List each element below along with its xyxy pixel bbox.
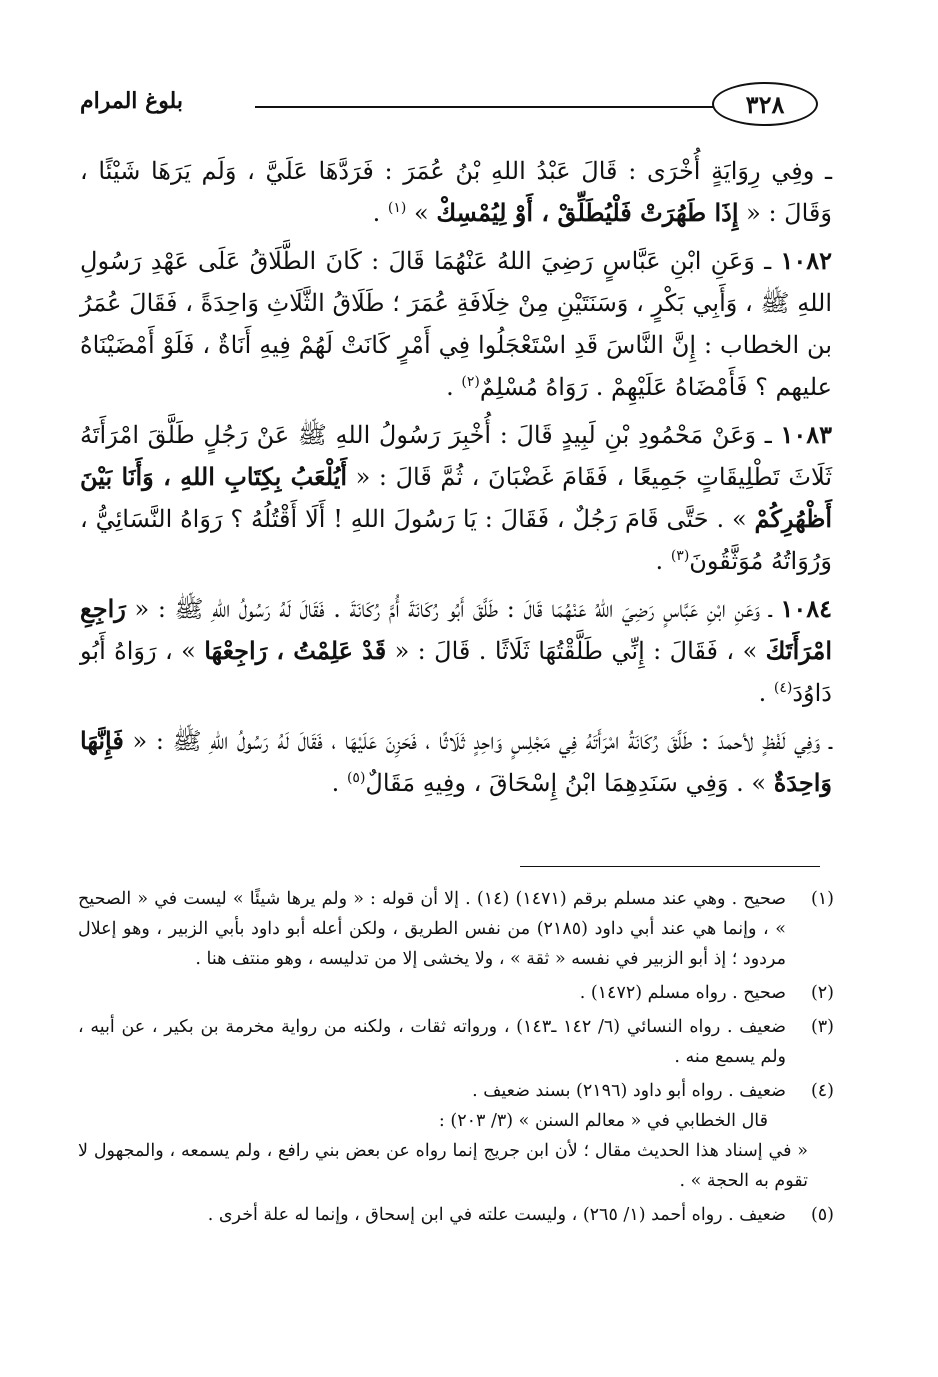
footnote-2 — [78, 978, 834, 1008]
hadith-number: ١٠٨٢ — [780, 246, 832, 275]
footnote-text: صحيح . رواه مسلم (١٤٧٢) . — [579, 983, 786, 1003]
hadith-1082: ١٠٨٢ ـ وَعَنِ ابْنِ عَبَّاسٍ رَضِيَ اللهُ عَنْهُمَا قَالَ : كَانَ الطَّلَاقُ عَلَى عَهْدِ رَسُولِ اللهِ ﷺ ، وَأَبِي بَكْرٍ ، وَسَنَتَيْنِ مِنْ خِلَافَةِ عُمَرَ ؛ طَلَاقُ الثَّلَاثِ وَاحِدَةً ، فَقَالَ عُمَرُ بن الخطاب : إِنَّ النَّاسَ قَدِ اسْتَعْجَلُوا فِي أَمْرٍ كَانَتْ لَهُمْ فِيهِ أَنَاةٌ ، فَلَوْ أَمْضَيْنَاهُ عليهم ؟ فَأَمْضَاهُ عَلَيْهِمْ . رَوَاهُ مُسْلِمٌ$^{(٢)}$ . — [80, 246, 832, 401]
footnote-4 — [78, 1076, 834, 1196]
footnote-ref: (١) — [387, 200, 407, 216]
footnote-ref: (٣) — [670, 548, 690, 564]
paragraph-narration: ـ وفِي رِوَايَةٍ أُخْرَى : قَالَ عَبْدُ اللهِ بْنُ عُمَرَ : فَرَدَّهَا عَلَيَّ ، وَلَم يَرَهَا شَيْئًا ، وَقَالَ : « إِذَا طَهُرَتْ فَلْيُطَلِّقْ ، أَوْ لِيُمْسِكْ » $^{(١)}$ . — [80, 157, 832, 227]
hadith-quote: أَيُلْعَبُ بِكِتَابِ اللهِ ، وَأَنَا بَيْنَ أَظْهُرِكُمْ — [80, 462, 832, 533]
footnote-ref: (٤) — [773, 680, 793, 696]
hadith-1084: ١٠٨٤ ـ وَعَنِ ابْنِ عَبَّاسٍ رَضِيَ اللهُ عَنْهُمَا قَالَ : طَلَّقَ أَبُو رُكَانَةَ أُمَّ رُكَانَةَ . فَقَالَ لَهُ رَسُولُ اللهِ ﷺ : « رَاجِعِ امْرَأَتَكَ » ، فَقَالَ : إِنِّي طَلَّقْتُهَا ثَلَاثًا . قَالَ : « قَدْ عَلِمْتُ ، رَاجِعْهَا » ، رَوَاهُ أَبُو دَاوُدَ$^{(٤)}$ . — [80, 594, 833, 707]
footnote-number: (٤) — [810, 1081, 834, 1101]
paragraph-ahmad-narration: ـ وَفِي لَفْظٍ لأحمدَ : طَلَّقَ رُكَانَةُ امْرَأَتَهُ فِي مَجْلِسٍ وَاحِدٍ ثَلَاثًا ، فَحَزِنَ عَلَيْهَا ، فَقَالَ لَهُ رَسُولُ اللهِ ﷺ : « فَإِنَّهَا وَاحِدَةٌ » . وَفِي سَنَدِهِمَا ابْنُ إِسْحَاقَ ، وفِيهِ مَقَالٌ$^{(٥)}$ . — [80, 726, 832, 797]
hadith-quote: فَإِنَّهَا وَاحِدَةٌ — [80, 726, 832, 797]
main-text — [80, 150, 832, 810]
footnote-number: (١) — [810, 889, 834, 909]
footnote-number: (٥) — [810, 1205, 834, 1225]
footnote-ref: (٥) — [346, 770, 366, 786]
footnote-text: ضعيف . رواه النسائي (٦/ ١٤٢ ـ١٤٣) ، ورواته ثقات ، ولكنه من رواية مخرمة بن بكير ، عن أبيه ، ولم يسمع منه . — [78, 1017, 786, 1067]
footnote-1 — [78, 884, 834, 974]
hadith-1083: ١٠٨٣ ـ وَعَنْ مَحْمُودِ بْنِ لَبِيدٍ قَالَ : أُخْبِرَ رَسُولُ اللهِ ﷺ عَنْ رَجُلٍ طَلَّقَ امْرَأَتَهُ ثَلَاثَ تَطْلِيقَاتٍ جَمِيعًا ، فَقَامَ غَضْبَانَ ، ثُمَّ قَالَ : « أَيُلْعَبُ بِكِتَابِ اللهِ ، وَأَنَا بَيْنَ أَظْهُرِكُمْ » . حَتَّى قَامَ رَجُلٌ ، فَقَالَ : يَا رَسُولَ اللهِ ! أَلَا أَقْتُلُهُ ؟ رَوَاهُ النَّسَائِيُّ ، وَرُوَاتُهُ مُوَثَّقُونَ$^{(٣)}$ . — [80, 420, 832, 575]
footnote-text: ضعيف . رواه أبو داود (٢١٩٦) بسند ضعيف . — [472, 1081, 786, 1101]
hadith-number: ١٠٨٤ — [780, 594, 832, 623]
hadith-quote: رَاجِعِ امْرَأَتَكَ — [80, 594, 833, 665]
hadith-quote: قَدْ عَلِمْتُ ، رَاجِعْهَا — [204, 636, 387, 665]
header-rule — [255, 106, 714, 108]
footnote-citation-intro: قال الخطابي في « معالم السنن » (٣/ ٢٠٣) : — [438, 1111, 768, 1131]
page-header — [80, 82, 832, 126]
footnote-number: (٣) — [810, 1017, 834, 1037]
footnote-separator — [520, 866, 820, 867]
footnotes — [78, 884, 834, 1234]
footnote-3 — [78, 1012, 834, 1072]
footnote-text: ضعيف . رواه أحمد (١/ ٢٦٥) ، وليست علته في ابن إسحاق ، وإنما له علة أخرى . — [207, 1205, 786, 1225]
hadith-number: ١٠٨٣ — [780, 420, 832, 449]
footnote-number: (٢) — [810, 983, 834, 1003]
footnote-citation: « في إسناد هذا الحديث مقال ؛ لأن ابن جريج إنما رواه عن بعض بني رافع ، ولم يسمعه ، والمجهول لا تقوم به الحجة » . — [78, 1141, 808, 1191]
book-title: بلوغ المرام — [80, 88, 183, 114]
footnote-ref: (٢) — [461, 374, 480, 390]
footnote-5 — [78, 1200, 834, 1230]
hadith-quote: إِذَا طَهُرَتْ فَلْيُطَلِّقْ ، أَوْ لِيُمْسِكْ — [436, 198, 739, 227]
page-number: ٣٢٨ — [712, 82, 818, 126]
footnote-text: صحيح . وهي عند مسلم برقم (١٤٧١) (١٤) . إلا أن قوله : « ولم يرها شيئًا » ليست في « الصحيح » ، وإنما هي عند أبي داود (٢١٨٥) من نفس الطريق ، ولكن أعله أبو داود بأبي الزبير ، وهو إعلال مردود ؛ إذ أبو الزبير في نفسه « ثقة » ، ولا يخشى إلا من تدليسه ، وهو منتف هنا . — [78, 889, 787, 969]
